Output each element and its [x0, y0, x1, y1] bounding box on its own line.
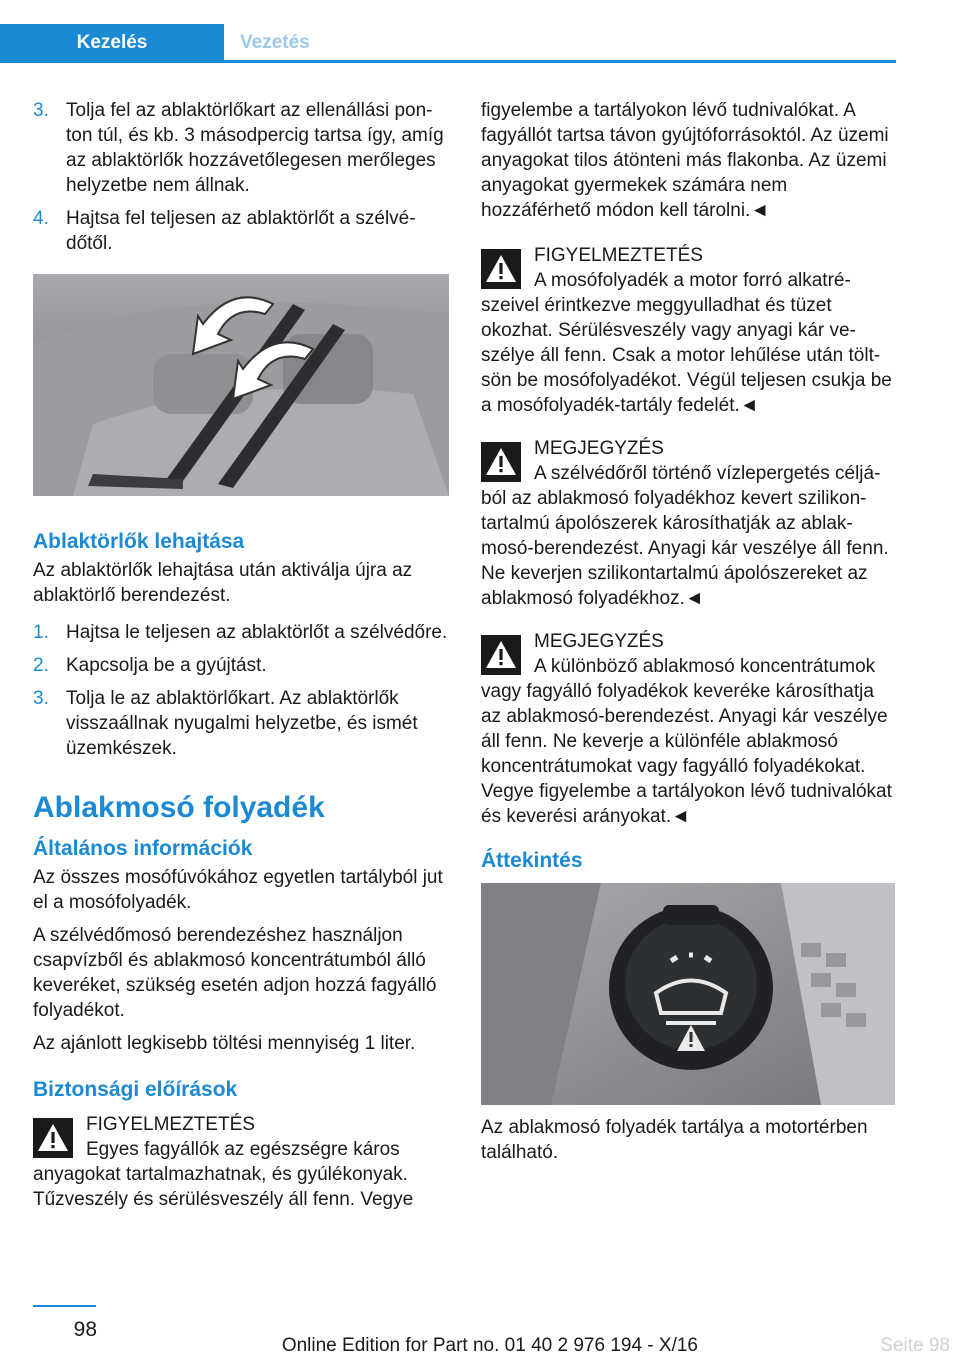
wiper-raise-photo [33, 274, 449, 496]
warning-triangle-icon [33, 1118, 73, 1158]
tab-vezetes[interactable]: Vezetés [240, 32, 310, 53]
step-number: 2. [33, 655, 49, 676]
tab-kezeles[interactable]: Kezelés [0, 24, 224, 62]
watermark: Seite 98 [880, 1335, 950, 1356]
step-text: Tolja le az ablaktörlőkart. Az ablaktörlők visszaállnak nyugalmi helyzetbe, és ismét üzemkészek. [66, 688, 418, 759]
note-title: MEGJEGYZÉS [534, 631, 664, 652]
warning-title: FIGYELMEZTETÉS [86, 1114, 255, 1135]
fold-intro: Az ablaktörlők lehajtása után aktiválja újra az ablaktörlő berendezést. [33, 560, 413, 606]
warning-text: A mosófolyadék a motor forró alkatrészeivel érintkezve meggyulladhat és tüzet okozhat. Sérülésveszély vagy anyagi kár veszélye áll fenn. Csak a motor lehűlése után töltsön be mosófolyadékot. Végül teljesen csukja be a mosófolyadék-tartály fedelét. [481, 270, 892, 416]
step-number: 4. [33, 208, 49, 229]
chapter-tabs [0, 24, 896, 62]
end-mark: ◄ [684, 588, 704, 609]
list-item [33, 98, 449, 198]
note-block [481, 629, 897, 829]
section-heading-general: Általános információk [33, 837, 253, 860]
edition-text: Online Edition for Part no. 01 40 2 976 194 - X/16 [281, 1335, 698, 1356]
general-paragraph-2: A szélvédőmosó berendezéshez használjon csapvízből és ablakmosó koncentrátumból álló keveréket, szükség esetén adjon hozzá fagyálló folyadékot. [33, 925, 437, 1021]
warning-triangle-icon [481, 635, 521, 675]
note-text: A szélvédőről történő vízlepergetés céljából az ablakmosó folyadékhoz kevert szilikontartalmú ápolószerek károsíthatják az ablakmosó-berendezést. Anyagi kár veszélye áll fenn. Ne keverjen szilikontartalmú ápolószereket az ablakmosó folyadékhoz. [481, 463, 889, 609]
warning-triangle-icon [481, 442, 521, 482]
note-title: MEGJEGYZÉS [534, 438, 664, 459]
step-number: 3. [33, 100, 49, 121]
step-number: 3. [33, 688, 49, 709]
overview-caption: Az ablakmosó folyadék tartálya a motortérben található. [481, 1117, 868, 1163]
end-mark: ◄ [671, 806, 690, 827]
note-text: A különböző ablakmosó koncentrátumok vagy fagyálló folyadékok keveréke károsíthatja az ablakmosó-berendezést. Anyagi kár veszélye áll fenn. Ne keverje a különféle ablakmosó koncentrátumokat vagy fagyálló folyadékokat. Vegye figyelembe a tartályokon lévő tudnivalókat és keverési arányokat. [481, 656, 892, 827]
end-mark: ◄ [750, 200, 770, 221]
warning-triangle-icon [481, 249, 521, 289]
header-divider [0, 60, 896, 63]
section-heading-safety: Biztonsági előírások [33, 1078, 238, 1101]
step-text: Hajtsa le teljesen az ablaktörlőt a szélvédőre. [66, 622, 448, 643]
steps-list-fold [33, 620, 449, 761]
left-column [33, 98, 449, 1220]
end-mark: ◄ [739, 395, 759, 416]
main-heading: Ablakmosó folyadék [33, 791, 325, 824]
general-paragraph-3: Az ajánlott legkisebb töltési mennyiség 1 liter. [33, 1033, 416, 1054]
warning-text: Egyes fagyállók az egészségre káros anyagokat tartalmazhatnak, és gyúlékonyak. Tűzveszély és sérülésveszély áll fenn. Vegye [33, 1139, 414, 1210]
warning-block [481, 243, 897, 418]
washer-reservoir-photo [481, 883, 895, 1105]
list-item [33, 686, 449, 761]
list-item [33, 620, 449, 645]
note-block [481, 436, 897, 611]
list-item [33, 653, 449, 678]
right-column [481, 98, 897, 1173]
list-item [33, 206, 449, 256]
page-number: 98 [73, 1318, 97, 1341]
section-heading-fold: Ablaktörlők lehajtása [33, 530, 245, 553]
section-heading-overview: Áttekintés [481, 849, 583, 872]
step-number: 1. [33, 622, 49, 643]
step-text: Hajtsa fel teljesen az ablaktörlőt a szélvédőtől. [66, 208, 416, 254]
footer-divider [33, 1305, 96, 1307]
warning-block [33, 1112, 449, 1212]
continued-text [481, 98, 897, 223]
general-paragraph-1: Az összes mosófúvókához egyetlen tartályból jut el a mosófolyadék. [33, 867, 443, 913]
continued-text-body: figyelembe a tartályokon lévő tudnivalókat. A fagyállót tartsa távon gyújtóforrásoktól. Az üzemi anyagokat tilos átönteni más flakonba. Az üzemi anyagokat gyermekek számára nem hozzáférhető módon kell tárolni. [481, 100, 889, 221]
steps-list-raise [33, 98, 449, 256]
step-text: Tolja fel az ablaktörlőkart az ellenállási ponton túl, és kb. 3 másodpercig tartsa így, amíg az ablaktörlők hozzávetőlegesen merőleges helyzetbe nem állnak. [66, 100, 444, 196]
step-text: Kapcsolja be a gyújtást. [66, 655, 267, 676]
warning-title: FIGYELMEZTETÉS [534, 245, 703, 266]
